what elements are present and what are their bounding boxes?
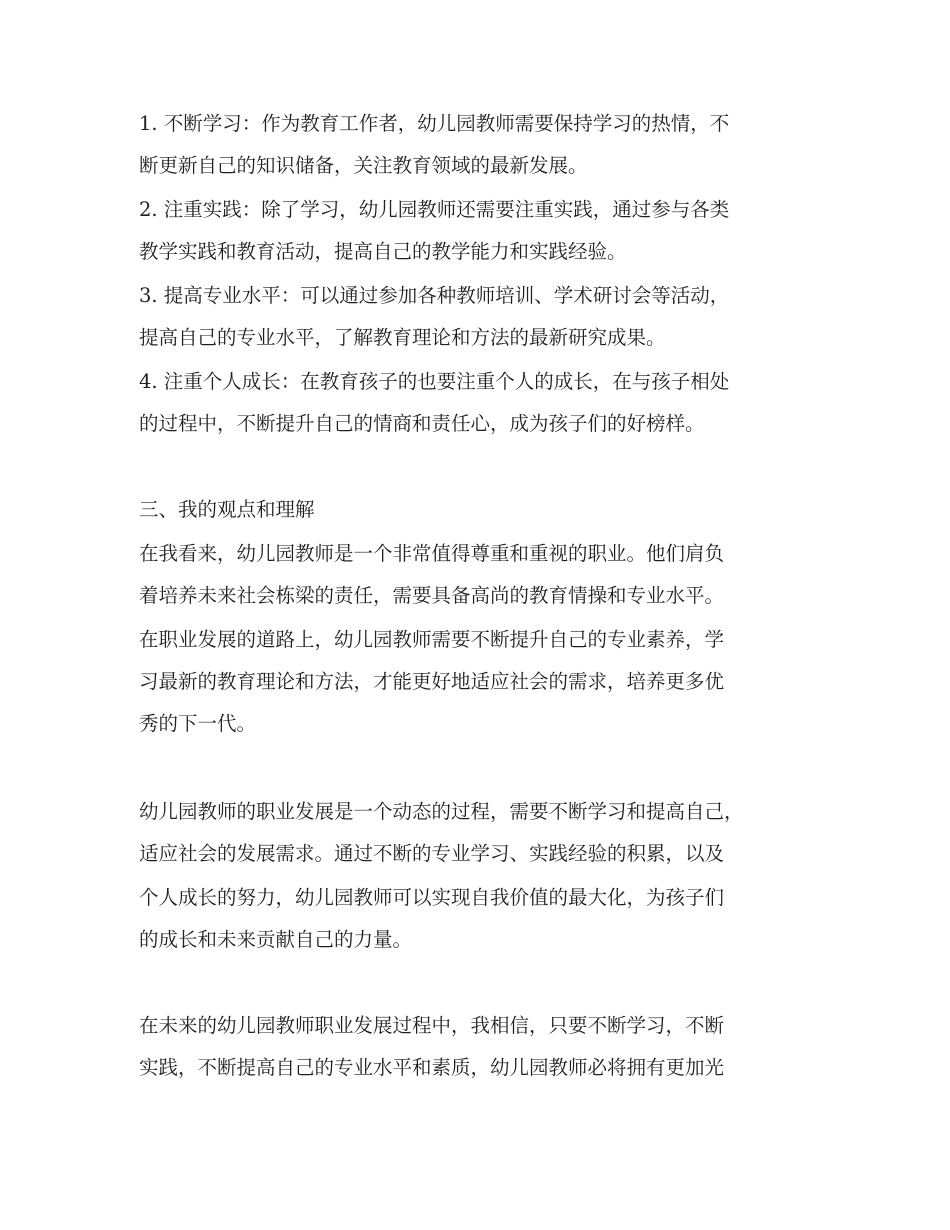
text-line: 的成长和未来贡献自己的力量。 — [139, 928, 413, 951]
text-line: 在我看来，幼儿园教师是一个非常值得尊重和重视的职业。他们肩负 — [139, 542, 725, 565]
text-line: 习最新的教育理论和方法，才能更好地适应社会的需求，培养更多优 — [139, 670, 725, 693]
text-line: 的过程中，不断提升自己的情商和责任心，成为孩子们的好榜样。 — [139, 412, 705, 435]
text-line: 幼儿园教师的职业发展是一个动态的过程，需要不断学习和提高自己， — [139, 800, 744, 823]
text-line: 1. 不断学习：作为教育工作者，幼儿园教师需要保持学习的热情，不 — [139, 112, 730, 135]
text-line: 秀的下一代。 — [139, 712, 257, 735]
text-line: 3. 提高专业水平：可以通过参加各种教师培训、学术研讨会等活动， — [139, 284, 730, 307]
text-line: 断更新自己的知识储备，关注教育领域的最新发展。 — [139, 154, 588, 177]
text-line: 着培养未来社会栋梁的责任，需要具备高尚的教育情操和专业水平。 — [139, 584, 725, 607]
text-line: 实践，不断提高自己的专业水平和素质，幼儿园教师必将拥有更加光 — [139, 1056, 725, 1079]
text-line: 在未来的幼儿园教师职业发展过程中，我相信，只要不断学习，不断 — [139, 1014, 725, 1037]
text-line: 个人成长的努力，幼儿园教师可以实现自我价值的最大化，为孩子们 — [139, 886, 725, 909]
text-line: 适应社会的发展需求。通过不断的专业学习、实践经验的积累，以及 — [139, 842, 725, 865]
text-line: 教学实践和教育活动，提高自己的教学能力和实践经验。 — [139, 240, 627, 263]
section-heading: 三、我的观点和理解 — [139, 498, 315, 521]
text-line: 提高自己的专业水平，了解教育理论和方法的最新研究成果。 — [139, 326, 666, 349]
text-line: 4. 注重个人成长：在教育孩子的也要注重个人的成长，在与孩子相处 — [139, 370, 730, 393]
text-line: 2. 注重实践：除了学习，幼儿园教师还需要注重实践，通过参与各类 — [139, 198, 730, 221]
text-line: 在职业发展的道路上，幼儿园教师需要不断提升自己的专业素养，学 — [139, 628, 725, 651]
